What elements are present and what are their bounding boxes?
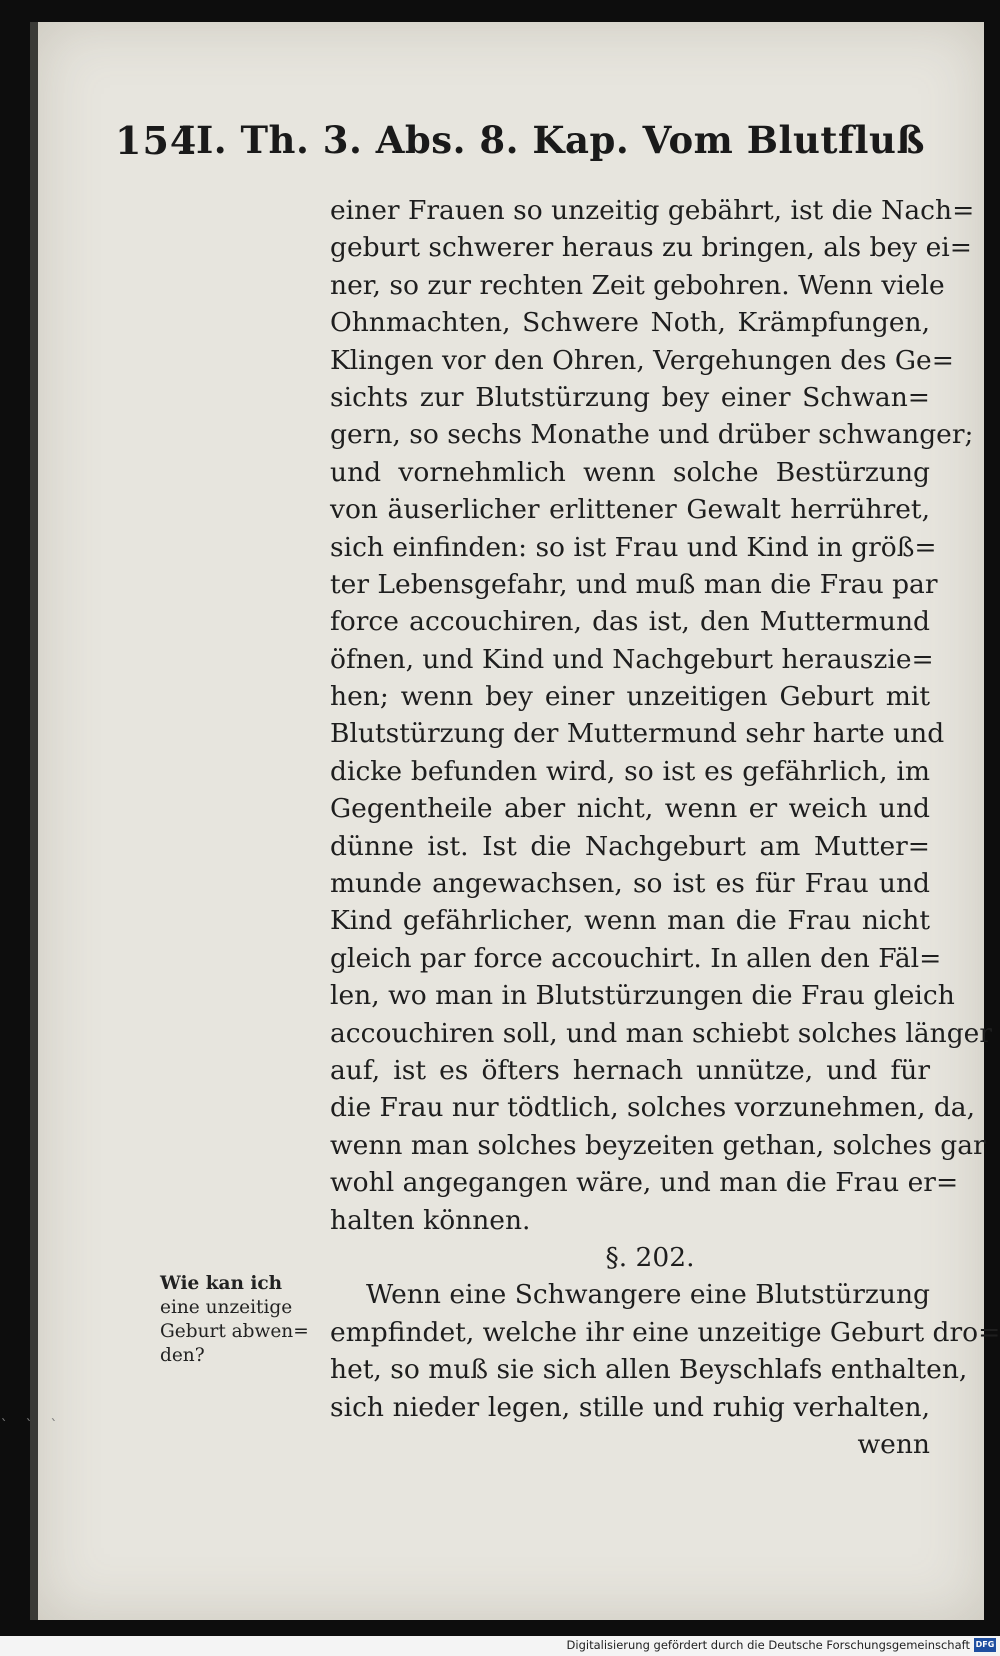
text-line: und vornehmlich wenn solche Bestürzung — [330, 456, 930, 488]
text-line: Klingen vor den Ohren, Vergehungen des Ge= — [330, 344, 954, 376]
text-line: force accouchiren, das ist, den Muttermund — [330, 606, 930, 638]
catchword: wenn — [857, 1428, 930, 1460]
marginal-note — [160, 1272, 325, 1368]
section-text-line: Wenn eine Schwangere eine Blutstürzung — [366, 1279, 930, 1311]
text-line: von äuserlicher erlittener Gewalt herrühret, — [330, 494, 930, 526]
text-line: einer Frauen so unzeitig gebährt, ist die Nach= — [330, 195, 975, 226]
section-text-line: sich nieder legen, stille und ruhig verhalten, — [330, 1391, 930, 1423]
text-line: ner, so zur rechten Zeit gebohren. Wenn viele — [330, 269, 945, 301]
text-line: Blutstürzung der Muttermund sehr harte und — [330, 718, 945, 750]
text-line: halten können. — [330, 1204, 531, 1236]
text-line: Ohnmachten, Schwere Noth, Krämpfungen, — [330, 307, 930, 339]
dfg-logo: DFG — [974, 1638, 996, 1652]
text-line: Kind gefährlicher, wenn man die Frau nicht — [330, 905, 930, 937]
text-line: sichts zur Blutstürzung bey einer Schwan= — [330, 381, 930, 413]
text-line: accouchiren soll, und man schiebt solches länger — [330, 1017, 993, 1049]
marginal-note-line: eine unzeitige — [160, 1297, 293, 1318]
text-line: munde angewachsen, so ist es für Frau und — [330, 868, 930, 900]
text-line: ter Lebensgefahr, und muß man die Frau par — [330, 568, 938, 600]
text-line: Gegentheile aber nicht, wenn er weich und — [330, 793, 930, 825]
main-text-block — [330, 192, 1000, 1463]
running-title: II. Th. 3. Abs. 8. Kap. Vom Blutfluß — [178, 118, 925, 162]
margin-marks: ` ` ` — [0, 1418, 63, 1434]
text-line: sich einfinden: so ist Frau und Kind in größ= — [330, 531, 937, 563]
marginal-note-line: Wie kan ich — [160, 1273, 283, 1294]
text-line: dicke befunden wird, so ist es gefährlich, im — [330, 755, 930, 787]
text-line: wohl angegangen wäre, und man die Frau er= — [330, 1167, 959, 1199]
text-line: auf, ist es öfters hernach unnütze, und für — [330, 1054, 930, 1086]
page-number: 154 — [115, 118, 198, 163]
footer-credit: Digitalisierung gefördert durch die Deutsche Forschungsgemeinschaft — [566, 1638, 970, 1652]
marginal-note-line: den? — [160, 1345, 205, 1366]
marginal-note-line: Geburt abwen= — [160, 1321, 309, 1342]
section-text-line: het, so muß sie sich allen Beyschlafs enthalten, — [330, 1354, 968, 1386]
text-line: wenn man solches beyzeiten gethan, solches gar — [330, 1129, 986, 1161]
text-line: die Frau nur tödtlich, solches vorzunehmen, da, — [330, 1092, 976, 1124]
running-head — [115, 118, 925, 178]
text-line: gleich par force accouchirt. In allen den Fäl= — [330, 942, 942, 974]
text-line: öfnen, und Kind und Nachgeburt herauszie= — [330, 643, 934, 675]
digitization-footer — [0, 1636, 1000, 1656]
text-line: hen; wenn bey einer unzeitigen Geburt mit — [330, 681, 930, 713]
text-line: len, wo man in Blutstürzungen die Frau gleich — [330, 980, 955, 1012]
section-text-line: empfindet, welche ihr eine unzeitige Geburt dro= — [330, 1316, 1000, 1348]
text-line: dünne ist. Ist die Nachgeburt am Mutter= — [330, 830, 930, 862]
text-line: gern, so sechs Monathe und drüber schwanger; — [330, 419, 974, 451]
book-spine-edge — [30, 22, 38, 1620]
section-heading: §. 202. — [605, 1241, 695, 1273]
text-line: geburt schwerer heraus zu bringen, als bey ei= — [330, 232, 972, 264]
